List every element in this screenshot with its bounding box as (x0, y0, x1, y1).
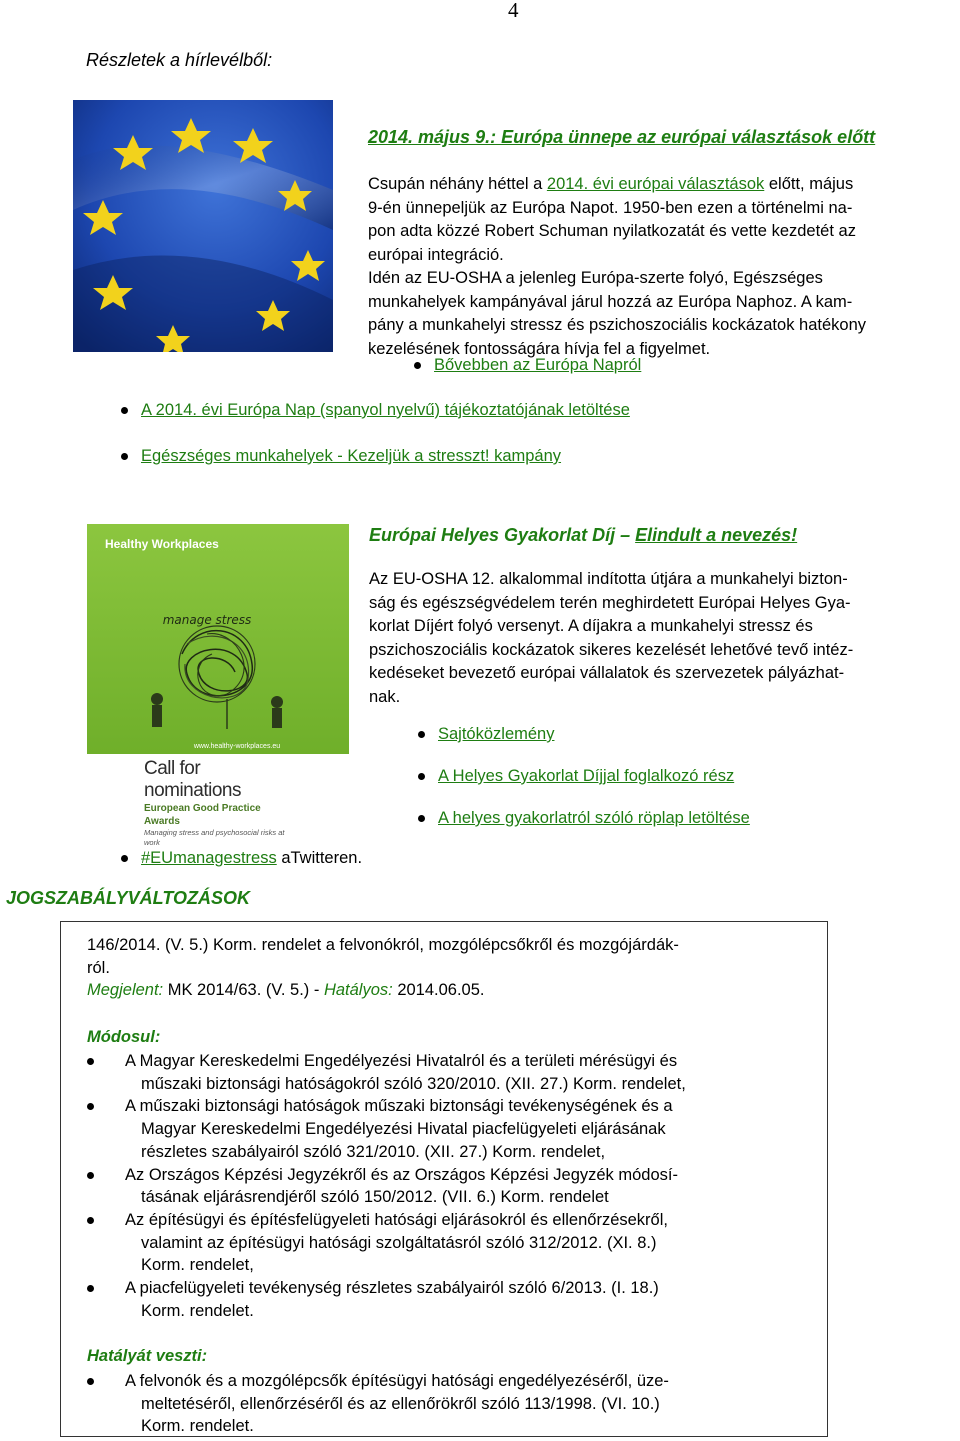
list-item: Az építésügyi és építésfelügyeleti hatósági eljárásokról és ellenőrzésekről, valamint az építésügyi hatósági szolgáltatásról szóló 312/2012. (XI. 8.) Korm. rendelet, (87, 1209, 817, 1277)
section-title: JOGSZABÁLYVÁLTOZÁSOK (6, 888, 251, 908)
twitter-list (117, 847, 362, 870)
law-content: 146/2014. (V. 5.) Korm. rendelet a felvonókról, mozgólépcsőkről és mozgójárdák- ról. Megjelent: MK 2014/63. (V. 5.) - Hatályos: 2014.06.05. Módosul: A Magyar Kereskedelmi Engedélyezési Hivatalról és a területi mérésügyi és műszaki biztonsági hatóságokról szóló 320/2010. (XII. 27.) Korm. rendelet, A műszaki biztonsági hatóságok műszaki biztonsági tevékenységének és a Magyar Kereskedelmi Engedélyezési Hivatal piacfelügyeleti eljárásának részletes szabályairól szóló 321/2010. (XII. 27.) Korm. rendelet, Az Országos Képzési Jegyzékről és az Országos Képzési Jegyzék módosí- tásának eljárásrendjéről szóló 150/2012. (VII. 6.) Korm. rendelet Az építésügyi és építésfelügyeleti hatósági eljárásokról és ellenőrzésekről, valamint az építésügyi hatósági szolgáltatásról szóló 312/2012. (XI. 8.) Korm. rendelet, A piacfelügyeleti tevékenység részletes szabályairól szóló 6/2013. (I. 18.) Korm. rendelet. Hatályát veszti: A felvonók és a mozgólépcsők építésügyi hatósági engedélyezéséről, üze- meltetéséről, ellenőrzéséről és az ellenőrökről szóló 113/1998. (VI. 10.) Korm. rendelet. (87, 934, 817, 1438)
modifies-label: Módosul: (87, 1027, 161, 1046)
poster-brand: Healthy Workplaces (105, 537, 219, 551)
list-item: A felvonók és a mozgólépcsők építésügyi hatósági engedélyezéséről, üze- meltetéséről, ellenőrzéséről és az ellenőrökről szóló 113/1998. (VI. 10.) Korm. rendelet. (87, 1370, 817, 1438)
list-item: Az Országos Képzési Jegyzékről és az Országos Képzési Jegyzék módosí- tásának eljárásrendjéről szóló 150/2012. (VII. 6.) Korm. rendelet (87, 1164, 817, 1209)
article1-links (410, 354, 641, 377)
twitter-hashtag-link[interactable]: #EUmanagestress (141, 849, 277, 867)
poster-handwriting: manage stress (162, 613, 252, 627)
call-for-nominations: Call for nominations European Good Practice Awards Managing stress and psychosocial risks at work (144, 758, 285, 847)
elections-link[interactable]: 2014. évi európai választások (546, 175, 765, 193)
nomination-link[interactable]: Elindult a nevezés! (635, 525, 798, 545)
eu-flag-image (73, 100, 333, 352)
press-release-link[interactable]: Sajtóközlemény (438, 725, 555, 743)
article2-links (414, 723, 750, 830)
campaign-link[interactable]: Egészséges munkahelyek - Kezeljük a stresszt! kampány (141, 447, 562, 465)
repeals-label: Hatályát veszti: (87, 1347, 208, 1366)
poster-url: www.healthy-workplaces.eu (193, 743, 281, 750)
list-item: #EUmanagestress aTwitteren. (117, 847, 362, 870)
repeals-list (87, 1370, 817, 1438)
intro-heading: Részletek a hírlevélből: (86, 50, 273, 70)
modifies-list (87, 1050, 817, 1322)
published-line: Megjelent: MK 2014/63. (V. 5.) - Hatályos: 2014.06.05. (87, 981, 485, 999)
article2-title: Európai Helyes Gyakorlat Díj – Elindult a nevezés! (369, 525, 798, 545)
page-number: 4 (508, 0, 519, 22)
links-list-1 (117, 399, 917, 468)
europe-day-download-link[interactable]: A 2014. évi Európa Nap (spanyol nyelvű) tájékoztatójának letöltése (141, 401, 630, 419)
list-item: A Magyar Kereskedelmi Engedélyezési Hivatalról és a területi mérésügyi és műszaki biztonsági hatóságokról szóló 320/2010. (XII. 27.) Korm. rendelet, (87, 1050, 817, 1095)
list-item (414, 807, 750, 830)
list-item (414, 723, 750, 746)
list-item (414, 765, 750, 788)
list-item (117, 445, 917, 468)
europe-day-link[interactable]: Bővebben az Európa Napról (434, 356, 642, 374)
list-item: A műszaki biztonsági hatóságok műszaki biztonsági tevékenységének és a Magyar Kereskedelmi Engedélyezési Hivatal piacfelügyeleti eljárásának részletes szabályairól szóló 321/2010. (XII. 27.) Korm. rendelet, (87, 1095, 817, 1163)
article1-title[interactable]: 2014. május 9.: Európa ünnepe az európai választások előtt (368, 127, 876, 147)
law-box (60, 921, 828, 1437)
list-item (117, 399, 917, 422)
list-item: A piacfelügyeleti tevékenység részletes szabályairól szóló 6/2013. (I. 18.) Korm. rendelet. (87, 1277, 817, 1322)
article2-body: Az EU-OSHA 12. alkalommal indította útjára a munkahelyi bizton- ság és egészségvédelem terén meghirdetett Európai Helyes Gya- korlat Díjért folyó versenyt. A díjakra a munkahelyi stressz és pszichoszociális kockázatok sikeres kezelését lehetővé tevő intéz- kedéseket bevezető európai vállalatok és szervezetek pályázhat- nak. (369, 570, 854, 706)
good-practice-section-link[interactable]: A Helyes Gyakorlat Díjjal foglalkozó rész (438, 767, 735, 785)
leaflet-download-link[interactable]: A helyes gyakorlatról szóló röplap letöltése (438, 809, 750, 827)
article1-body: Csupán néhány héttel a 2014. évi európai választások előtt, május 9-én ünnepeljük az Európa Napot. 1950-ben ezen a történelmi na- pon adta közzé Robert Schuman nyilatkozatát és vette kezdetét az európai integráció. Idén az EU-OSHA a jelenleg Európa-szerte folyó, Egészséges munkahelyek kampányával járul hozzá az Európa Naphoz. A kam- pány a munkahelyi stressz és pszichoszociális kockázatok hatékony kezelésének fontosságára hívja fel a figyelmet. (368, 175, 866, 358)
healthy-workplaces-poster (87, 524, 349, 754)
list-item (410, 354, 641, 377)
